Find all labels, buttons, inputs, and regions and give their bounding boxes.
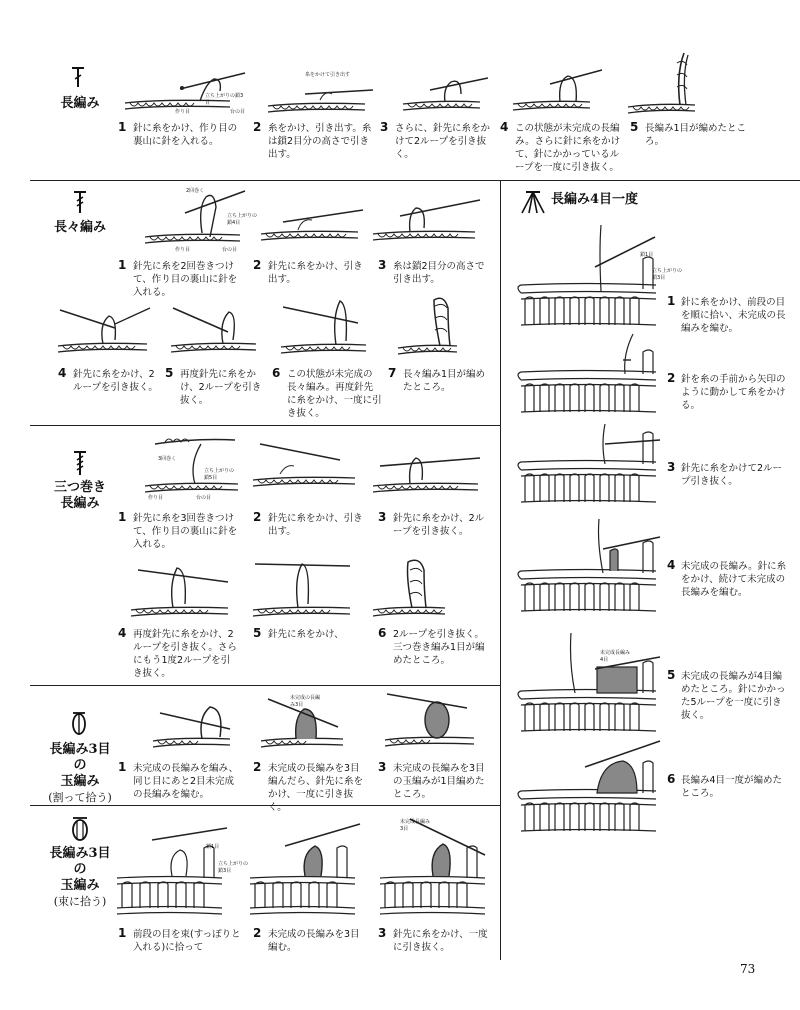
tr-step3-illustration [400,70,490,115]
section-title-treble: 長編み [60,96,100,111]
treble-symbol-icon [70,66,86,88]
title-subtitle: (割って拾う) [48,791,112,804]
step-number: 3 [378,258,387,272]
dtr-step-6 [272,368,382,420]
puff-bundle-step-1 [118,928,243,954]
step-text: 針先に糸をかけ、引き出す。 [268,261,363,285]
step-text: この状態が未完成の長編み。さらに針に糸をかけて、針にかかっているループを一度に引き抜く。 [515,123,621,173]
step-text: 針先に糸をかけ、 [268,629,344,640]
step-number: 4 [118,626,127,640]
step-text: 2ループを引き抜く。三つ巻き編み1目が編めたところ。 [393,629,485,666]
step-number: 2 [253,760,262,774]
tr4tog-annot-stand: 立ち上がりの鎖3目 [652,268,683,281]
tr4tog-step3-illustration [515,420,665,505]
title-subtitle: (束に拾う) [53,895,107,908]
step-text: 前段の目を束(すっぽりと入れる)に拾って [133,929,241,953]
tr4tog-step-2 [667,373,789,412]
title-line-1: 長編み3目の [49,846,111,877]
step-number: 3 [378,926,387,940]
section-title-tr4tog: 長編み4目一度 [551,192,639,207]
trtr-step5-illustration [250,548,355,624]
trtr-step4-illustration [128,552,238,624]
step-text: 針先に糸をかけ、一度に引き抜く。 [393,929,488,953]
trtr-step6-illustration [370,548,450,624]
step-number: 1 [118,510,127,524]
divider-dtr-trtr [30,425,500,426]
step-text: 針に糸をかけ、作り目の裏山に針を入れる。 [133,123,238,147]
step-number: 5 [253,626,262,640]
section-title-puff-bundle [44,846,116,910]
divider-tr-dtr [30,180,800,181]
tr-annot-stand: 立ち上がりの鎖3目 [205,93,244,106]
dtr-step6-illustration [278,293,373,361]
puff-split-step-3 [378,762,490,801]
dtr-step7-illustration [395,290,465,362]
step-text: 未完成の長編みを編み、同じ目にあと2目未完成の長編みを編む。 [133,763,239,800]
double-treble-symbol-icon [72,190,88,214]
step-number: 2 [253,258,262,272]
step-text: この状態が未完成の長々編み。再度針先に糸をかけ、一度に引き抜く。 [287,369,382,419]
tr4tog-symbol-icon [520,190,546,214]
tr4tog-step4-illustration [515,515,665,615]
step-number: 3 [667,460,676,474]
dtr-step-2 [253,260,365,286]
dtr-step-4 [58,368,158,394]
tr-step2-illustration [265,80,375,120]
tr-step-3 [380,122,490,161]
step-number: 4 [667,558,676,572]
step-text: 長々編み1目が編めたところ。 [403,369,486,393]
step-text: 針先に糸を3回巻きつけて、作り目の裏山に針を入れる。 [133,513,238,550]
trtr-annot-chain: 作り目 [148,495,164,501]
trtr-step-3 [378,512,490,538]
tr4tog-annot-chain: 鎖1目 [640,252,654,258]
tr4tog-step5-illustration [515,625,665,735]
tr4tog-step-4 [667,560,789,599]
puff-bundle-step3-illustration [375,815,493,920]
tr-step-5 [630,122,750,148]
puff-stitch-symbol-icon [70,710,88,736]
step-text: 糸をかけ、引き出す。糸は鎖2目分の高さで引き出す。 [268,123,372,160]
trtr-step2-illustration [250,440,360,495]
dtr-step2-illustration [258,200,368,250]
step-number: 1 [118,258,127,272]
step-number: 1 [667,294,676,308]
step-number: 1 [118,120,127,134]
step-number: 6 [667,772,676,786]
step-text: 未完成の長編みを3目編む。 [268,929,360,953]
tr4tog-step-5 [667,670,789,722]
step-text: 未完成の長編みを3目の玉編みが1目編めたところ。 [393,763,485,800]
step-text: 未完成の長編みが4目編めたところ。針にかかった5ループを一度に引き抜く。 [681,671,786,721]
title-line-2: 玉編み [60,774,100,789]
puff-bundle-step-3 [378,928,490,954]
step-number: 6 [378,626,387,640]
step-number: 4 [500,120,509,134]
step-text: 長編み4目一度が編めたところ。 [681,775,783,799]
tr-step5-illustration [625,45,705,120]
puff-bundle-annot-chain: 鎖1目 [206,844,220,850]
tr-step-2 [253,122,373,161]
puff-split-step-1 [118,762,243,801]
divider-vertical [500,180,501,960]
dtr-annot-base: 台の目 [222,247,238,253]
dtr-step3-illustration [370,190,485,248]
trtr-step3-illustration [370,442,485,500]
step-text: 未完成の長編み。針に糸をかけ、続けて未完成の長編みを編む。 [681,561,787,598]
dtr-annot-stand: 立ち上がりの鎖4目 [227,213,258,226]
step-number: 3 [378,760,387,774]
step-number: 2 [253,510,262,524]
puff-bundle-annot-unfinished: 未完成長編み3目 [400,819,431,832]
dtr-step4-illustration [55,298,155,360]
tr4tog-annot-unfinished: 未完成長編み4目 [600,650,631,663]
step-text: 再度針先に糸をかけ、2ループを引き抜く。さらにもう1度2ループを引き抜く。 [133,629,237,679]
step-text: 糸は鎖2目分の高さで引き出す。 [393,261,485,285]
step-number: 6 [272,366,281,380]
step-text: さらに、針先に糸をかけて2ループを引き抜く。 [395,123,491,160]
divider-trtr-puff [30,685,500,686]
step-text: 針を糸の手前から矢印のように動かして糸をかける。 [681,374,786,411]
step-number: 1 [118,926,127,940]
puff-split-step1-illustration [150,693,240,755]
dtr-annot-chain: 作り目 [175,247,191,253]
step-text: 針先に糸をかけ、2ループを引き抜く。 [393,513,485,537]
triple-treble-symbol-icon [72,450,88,476]
step-text: 再度針先に糸をかけ、2ループを引き抜く。 [180,369,262,406]
step-number: 5 [630,120,639,134]
tr-step-1 [118,122,243,148]
tr4tog-step1-illustration [515,215,665,330]
step-number: 5 [165,366,174,380]
trtr-step-6 [378,628,490,667]
section-title-triple-treble [52,480,108,512]
tr4tog-step6-illustration [515,735,665,835]
tr-annot-base: 台の目 [230,109,246,115]
puff-split-annot: 未完成の長編み3目 [290,695,321,708]
title-line-1: 三つ巻き [53,480,106,495]
trtr-annot-stand: 立ち上がりの鎖5目 [204,468,235,481]
title-line-1: 長編み3目の [49,742,111,773]
tr-step-4 [500,122,625,174]
step-text: 針先に糸をかけて2ループ引き抜く。 [681,463,783,487]
step-number: 5 [667,668,676,682]
puff-split-step3-illustration [382,688,482,754]
puff-bundle-symbol-icon [70,815,90,841]
step-number: 7 [388,366,397,380]
puff-bundle-annot-stand: 立ち上がりの鎖3目 [218,861,249,874]
step-text: 針に糸をかけ、前段の目を順に拾い、未完成の長編みを編む。 [681,297,786,334]
step-number: 2 [253,120,262,134]
section-title-puff-split [44,742,116,806]
step-text: 針先に糸を2回巻きつけて、作り目の裏山に針を入れる。 [133,261,238,298]
step-number: 2 [253,926,262,940]
tr4tog-step-1 [667,296,789,335]
title-line-2: 長編み [60,496,100,511]
puff-bundle-step-2 [253,928,365,954]
dtr-annot-wrap: 2回巻く [186,188,205,194]
step-text: 針先に糸をかけ、2ループを引き抜く。 [73,369,158,393]
step-number: 1 [118,760,127,774]
dtr-step-7 [388,368,488,394]
trtr-annot-base: 台の目 [196,495,212,501]
step-number: 3 [380,120,389,134]
section-title-double-treble: 長々編み [53,220,106,235]
dtr-step-5 [165,368,265,407]
puff-split-step-2 [253,762,365,814]
title-line-2: 玉編み [60,878,100,893]
tr-step4-illustration [510,62,605,117]
trtr-annot-wrap: 3回巻く [158,456,177,462]
step-number: 4 [58,366,67,380]
puff-bundle-step1-illustration [112,820,230,920]
dtr-step-1 [118,260,243,299]
dtr-step-3 [378,260,490,286]
step-text: 長編み1目が編めたところ。 [645,123,747,147]
tr-annot-chain: 作り目 [175,109,191,115]
tr-annot-pull: 糸をかけて引き出す [305,72,351,78]
tr4tog-step-3 [667,462,789,488]
trtr-step-4 [118,628,238,680]
trtr-step-2 [253,512,365,538]
step-number: 2 [667,371,676,385]
trtr-step-5 [253,628,365,641]
page-number: 73 [740,962,756,976]
step-text: 針先に糸をかけ、引き出す。 [268,513,363,537]
dtr-step5-illustration [168,298,263,360]
step-text: 未完成の長編みを3目編んだら、針先に糸をかけ、一度に引き抜く。 [268,763,364,813]
tr4tog-step-6 [667,774,789,800]
tr4tog-step2-illustration [515,330,665,415]
step-number: 3 [378,510,387,524]
puff-bundle-step2-illustration [245,818,363,920]
trtr-step-1 [118,512,243,551]
